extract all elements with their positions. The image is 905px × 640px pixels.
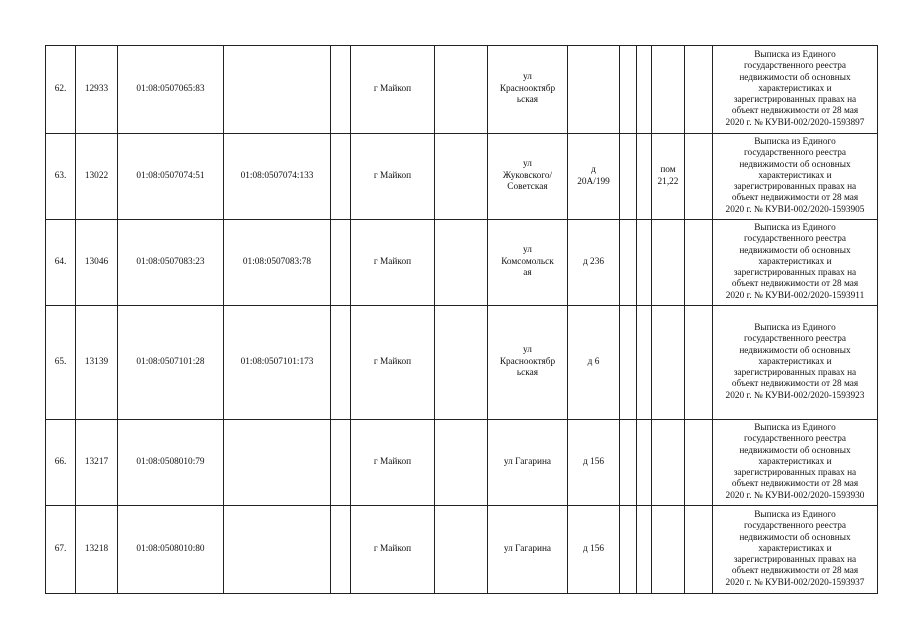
cadastral-number-cell: 01:08:0508010:80 [118, 506, 224, 594]
empty-cell [637, 134, 652, 220]
empty-cell [685, 220, 713, 306]
street-cell: ул Краснооктябр ьская [488, 306, 568, 420]
empty-cell [620, 134, 637, 220]
house-cell: д 156 [568, 420, 620, 506]
empty-cell [620, 220, 637, 306]
table-row [46, 506, 878, 594]
table-row [46, 306, 878, 420]
registry-number-cell: 13217 [76, 420, 118, 506]
empty-cell [637, 220, 652, 306]
cadastral-number-cell: 01:08:0507101:28 [118, 306, 224, 420]
document-cell: Выписка из Единого государственного реестра недвижимости об основных характеристиках и зарегистрированных правах на объект недвижимости от 28 мая 2020 г. № КУВИ-002/2020-1593897 [713, 46, 878, 134]
empty-cell [685, 420, 713, 506]
city-cell: г Майкоп [351, 420, 435, 506]
room-cell [652, 220, 685, 306]
building-cadastral-number-cell [224, 506, 331, 594]
empty-cell [331, 134, 351, 220]
document-cell: Выписка из Единого государственного реестра недвижимости об основных характеристиках и зарегистрированных правах на объект недвижимости от 28 мая 2020 г. № КУВИ-002/2020-1593905 [713, 134, 878, 220]
building-cadastral-number-cell: 01:08:0507083:78 [224, 220, 331, 306]
house-cell: д 156 [568, 506, 620, 594]
table-row [46, 420, 878, 506]
empty-cell [637, 306, 652, 420]
empty-cell [637, 506, 652, 594]
room-cell: пом 21,22 [652, 134, 685, 220]
street-cell: ул Комсомольск ая [488, 220, 568, 306]
registry-number-cell: 12933 [76, 46, 118, 134]
row-number-cell: 64. [46, 220, 76, 306]
building-cadastral-number-cell [224, 420, 331, 506]
empty-cell [331, 220, 351, 306]
house-cell: д 236 [568, 220, 620, 306]
document-cell: Выписка из Единого государственного реестра недвижимости об основных характеристиках и зарегистрированных правах на объект недвижимости от 28 мая 2020 г. № КУВИ-002/2020-1593930 [713, 420, 878, 506]
row-number-cell: 62. [46, 46, 76, 134]
city-cell: г Майкоп [351, 506, 435, 594]
empty-cell [637, 420, 652, 506]
table-row [46, 134, 878, 220]
empty-cell [685, 134, 713, 220]
row-number-cell: 65. [46, 306, 76, 420]
house-cell: д 20А/199 [568, 134, 620, 220]
street-cell: ул Краснооктябр ьская [488, 46, 568, 134]
room-cell [652, 506, 685, 594]
row-number-cell: 67. [46, 506, 76, 594]
empty-cell [435, 306, 488, 420]
document-cell: Выписка из Единого государственного реестра недвижимости об основных характеристиках и зарегистрированных правах на объект недвижимости от 28 мая 2020 г. № КУВИ-002/2020-1593937 [713, 506, 878, 594]
building-cadastral-number-cell [224, 46, 331, 134]
registry-number-cell: 13022 [76, 134, 118, 220]
document-cell: Выписка из Единого государственного реестра недвижимости об основных характеристиках и зарегистрированных правах на объект недвижимости от 28 мая 2020 г. № КУВИ-002/2020-1593911 [713, 220, 878, 306]
table-row [46, 46, 878, 134]
table-row [46, 220, 878, 306]
empty-cell [620, 46, 637, 134]
empty-cell [435, 134, 488, 220]
city-cell: г Майкоп [351, 46, 435, 134]
empty-cell [435, 420, 488, 506]
empty-cell [620, 420, 637, 506]
empty-cell [685, 306, 713, 420]
empty-cell [331, 420, 351, 506]
empty-cell [620, 306, 637, 420]
city-cell: г Майкоп [351, 220, 435, 306]
cadastral-number-cell: 01:08:0508010:79 [118, 420, 224, 506]
empty-cell [620, 506, 637, 594]
empty-cell [435, 220, 488, 306]
registry-table [45, 45, 878, 594]
cadastral-number-cell: 01:08:0507065:83 [118, 46, 224, 134]
room-cell [652, 46, 685, 134]
street-cell: ул Гагарина [488, 506, 568, 594]
registry-number-cell: 13046 [76, 220, 118, 306]
empty-cell [331, 306, 351, 420]
city-cell: г Майкоп [351, 134, 435, 220]
street-cell: ул Жуковского/ Советская [488, 134, 568, 220]
room-cell [652, 420, 685, 506]
empty-cell [331, 46, 351, 134]
building-cadastral-number-cell: 01:08:0507101:173 [224, 306, 331, 420]
room-cell [652, 306, 685, 420]
row-number-cell: 63. [46, 134, 76, 220]
cadastral-number-cell: 01:08:0507083:23 [118, 220, 224, 306]
empty-cell [685, 46, 713, 134]
building-cadastral-number-cell: 01:08:0507074:133 [224, 134, 331, 220]
cadastral-number-cell: 01:08:0507074:51 [118, 134, 224, 220]
document-cell: Выписка из Единого государственного реестра недвижимости об основных характеристиках и зарегистрированных правах на объект недвижимости от 28 мая 2020 г. № КУВИ-002/2020-1593923 [713, 306, 878, 420]
empty-cell [435, 46, 488, 134]
empty-cell [637, 46, 652, 134]
row-number-cell: 66. [46, 420, 76, 506]
empty-cell [331, 506, 351, 594]
empty-cell [435, 506, 488, 594]
house-cell: д 6 [568, 306, 620, 420]
city-cell: г Майкоп [351, 306, 435, 420]
registry-number-cell: 13218 [76, 506, 118, 594]
house-cell [568, 46, 620, 134]
empty-cell [685, 506, 713, 594]
registry-number-cell: 13139 [76, 306, 118, 420]
street-cell: ул Гагарина [488, 420, 568, 506]
